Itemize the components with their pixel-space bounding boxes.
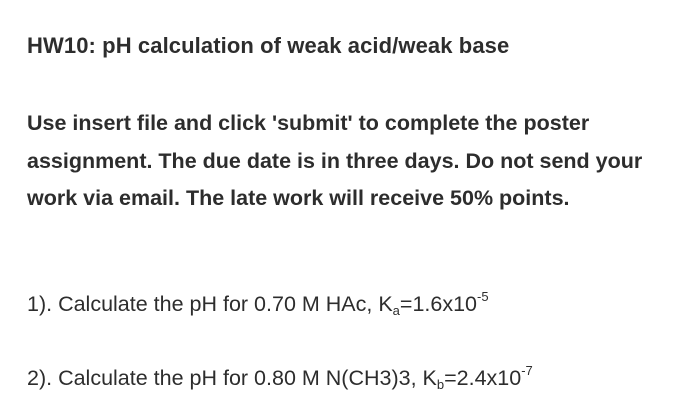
question-1-value: =1.6x10 — [399, 292, 478, 316]
question-2-value: =2.4x10 — [444, 366, 522, 390]
question-2-constant-subscript: b — [436, 377, 445, 392]
question-2-exponent: -7 — [521, 363, 533, 378]
assignment-instructions: Use insert file and click 'submit' to complete the poster assignment. The due date is in three days. Do not send your work via email. The late work will receive 50% points. — [27, 111, 643, 210]
assignment-title: HW10: pH calculation of weak acid/weak base — [27, 33, 510, 58]
question-1-text: 1). Calculate the pH for 0.70 M HAc, K — [27, 292, 393, 316]
question-1 — [27, 289, 489, 318]
question-1-constant-subscript: a — [392, 303, 400, 318]
question-2-text: 2). Calculate the pH for 0.80 M N(CH3)3, K — [27, 366, 437, 390]
question-1-exponent: -5 — [477, 289, 489, 304]
question-2 — [27, 363, 533, 392]
